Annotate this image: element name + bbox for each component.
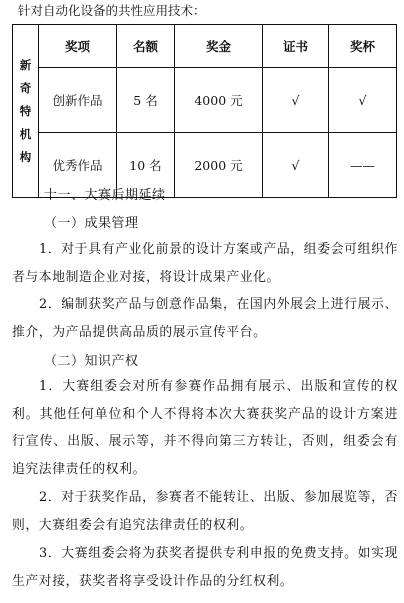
section-heading: 十一、大赛后期延续 [44, 188, 166, 203]
header-trophy: 奖杯 [329, 25, 397, 68]
cell-award: 优秀作品 [39, 133, 117, 198]
paragraph-results-2: 2．编制获奖产品与创意作品集，在国内外展会上进行展示、推介，为产品提供高品质的展示宣传平台。 [12, 297, 398, 340]
subsection-heading-ip: （二）知识产权 [44, 354, 139, 369]
cell-prize: 4000 元 [175, 68, 263, 133]
category-char: 构 [19, 149, 32, 164]
header-prize: 奖金 [175, 25, 263, 68]
cell-trophy: —— [329, 133, 397, 198]
cell-quota: 10 名 [117, 133, 175, 198]
category-char: 新 [19, 57, 32, 72]
table-row [13, 68, 397, 133]
subsection-heading-results: （一）成果管理 [44, 216, 139, 231]
cell-trophy: √ [329, 68, 397, 133]
intro-text: 针对自动化设备的共性应用技术： [18, 3, 206, 18]
cell-prize: 2000 元 [175, 133, 263, 198]
table-header-row [13, 25, 397, 68]
category-char: 特 [19, 103, 32, 118]
paragraph-ip-3: 3．大赛组委会将为获奖者提供专利申报的免费支持。如实现生产对接，获奖者将享受设计作品的分红权利。 [12, 546, 398, 589]
cell-certificate: √ [263, 68, 329, 133]
category-char: 机 [19, 126, 32, 141]
header-award: 奖项 [39, 25, 117, 68]
cell-award: 创新作品 [39, 68, 117, 133]
awards-table [12, 24, 397, 198]
cell-certificate: √ [263, 133, 329, 198]
paragraph-ip-1: 1．大赛组委会对所有参赛作品拥有展示、出版和宣传的权利。其他任何单位和个人不得将本次大赛获奖产品的设计方案进行宣传、出版、展示等，并不得向第三方转让，否则，组委会有追究法律责任的权利。 [12, 379, 398, 477]
category-char: 奇 [19, 80, 32, 95]
paragraph-results-1: 1．对于具有产业化前景的设计方案或产品，组委会可组织作者与本地制造企业对接，将设计成果产业化。 [12, 242, 398, 285]
header-certificate: 证书 [263, 25, 329, 68]
header-quota: 名额 [117, 25, 175, 68]
category-cell [13, 25, 39, 198]
paragraph-ip-2: 2．对于获奖作品，参赛者不能转让、出版、参加展览等，否则，大赛组委会有追究法律责任的权利。 [12, 490, 398, 533]
cell-quota: 5 名 [117, 68, 175, 133]
